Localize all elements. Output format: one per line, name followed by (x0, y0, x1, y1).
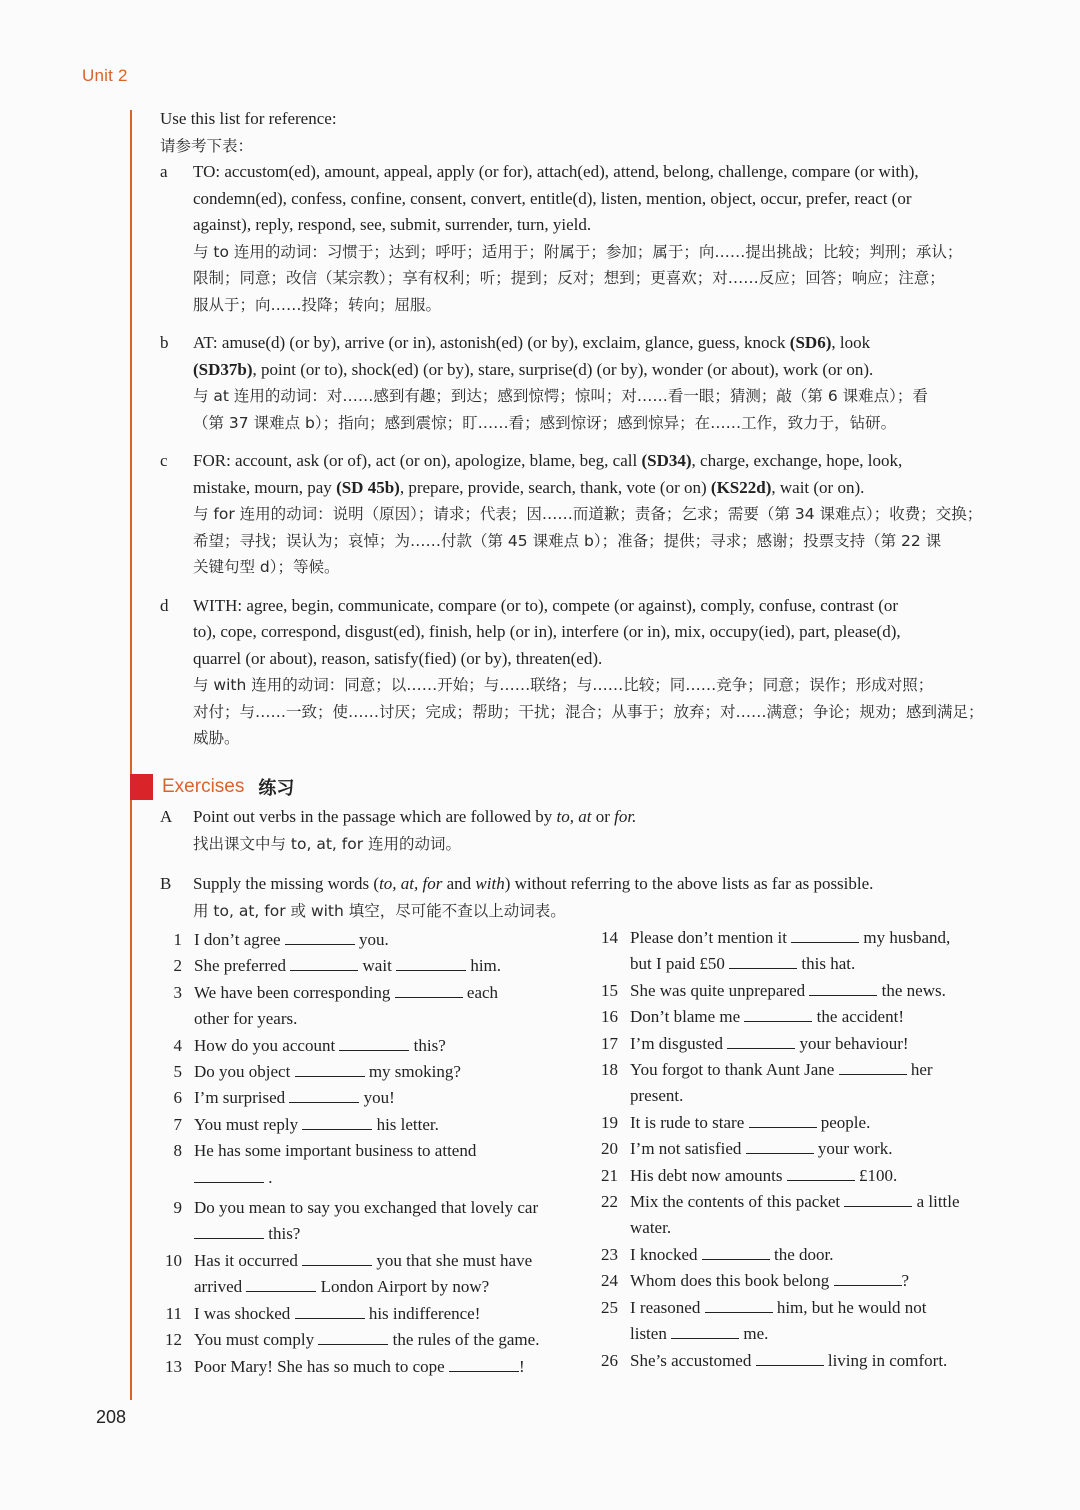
answer-blank[interactable] (727, 1032, 795, 1049)
exercise-b (160, 871, 990, 924)
answer-blank[interactable] (290, 954, 358, 971)
reference-item-c (160, 448, 990, 581)
answer-blank[interactable] (729, 952, 797, 969)
question-item-cont: . (160, 1165, 570, 1191)
reference-item-b (160, 330, 990, 436)
question-item-cont: arrived London Airport by now? (194, 1277, 490, 1297)
answer-blank[interactable] (194, 1222, 264, 1239)
answer-blank[interactable] (787, 1164, 855, 1181)
answer-blank[interactable] (395, 981, 463, 998)
answer-blank[interactable] (744, 1005, 812, 1022)
answer-blank[interactable] (844, 1190, 912, 1207)
answer-blank[interactable] (289, 1086, 359, 1103)
answer-blank[interactable] (671, 1322, 739, 1339)
question-item: 17 I’m disgusted your behaviour! (601, 1033, 909, 1053)
question-item: 11 I was shocked his indifference! (165, 1303, 481, 1323)
answer-blank[interactable] (746, 1137, 814, 1154)
question-item: 8 He has some important business to attend (173, 1141, 477, 1161)
answer-blank[interactable] (318, 1328, 388, 1345)
question-item: 23 I knocked the door. (601, 1244, 834, 1264)
question-item: 3 We have been corresponding each (173, 982, 499, 1002)
answer-blank[interactable] (285, 928, 355, 945)
reference-intro: Use this list for reference: (160, 109, 337, 128)
exercise-text-cn: 找出课文中与 to, at, for 连用的动词。 (193, 834, 462, 853)
exercises-marker (130, 774, 153, 800)
answer-blank[interactable] (302, 1113, 372, 1130)
questions-left (160, 927, 570, 1380)
item-text: condemn(ed), confess, confine, consent, convert, entitle(d), listen, mention, object, occur, prefer, react (or (193, 188, 912, 208)
answer-blank[interactable] (702, 1243, 770, 1260)
exercise-letter: B (160, 874, 172, 893)
answer-blank[interactable] (246, 1275, 316, 1292)
answer-blank[interactable] (809, 979, 877, 996)
reference-item-d (160, 593, 990, 752)
answer-blank[interactable] (194, 1166, 264, 1183)
answer-blank[interactable] (302, 1249, 372, 1266)
answer-blank[interactable] (295, 1302, 365, 1319)
question-item: 1 I don’t agree you. (173, 930, 389, 949)
exercises-heading (130, 774, 294, 800)
questions-right (596, 925, 996, 1374)
exercises-title: Exercises (162, 776, 245, 797)
question-item: 19 It is rude to stare people. (601, 1112, 871, 1132)
question-item-cont: present. (630, 1086, 684, 1106)
item-text-cn: 与 with 连用的动词：同意；以……开始；与……联络；与……比较；同……竞争；同意；误作；形成对照； (193, 676, 934, 694)
question-item: 24 Whom does this book belong ? (601, 1271, 910, 1291)
question-item: 5 Do you object my smoking? (173, 1062, 461, 1082)
item-text-cn: 服从于；向……投降；转向；屈服。 (193, 295, 442, 314)
question-item-cont: but I paid £50 this hat. (630, 954, 856, 974)
answer-blank[interactable] (396, 954, 466, 971)
item-text: FOR: account, ask (or of), act (or on), apologize, blame, beg, call (SD34), charge, exchange, hope, look, (193, 451, 903, 470)
item-text: (SD37b), point (or to), shock(ed) (or by), stare, surprise(d) (or by), wonder (or about), work (or on). (193, 359, 874, 379)
answer-blank[interactable] (839, 1058, 907, 1075)
answer-blank[interactable] (756, 1349, 824, 1366)
item-text: against), reply, respond, see, submit, surrender, turn, yield. (193, 215, 592, 234)
question-item: 13 Poor Mary! She has so much to cope ! (165, 1356, 525, 1376)
question-item: 4 How do you account this? (173, 1035, 446, 1055)
item-letter: d (160, 595, 169, 615)
question-item: 25 I reasoned him, but he would not (601, 1297, 927, 1317)
item-text: WITH: agree, begin, communicate, compare (or to), compete (or against), comply, confuse, contrast (or (193, 595, 899, 615)
reference-item-a (160, 159, 990, 318)
question-item-cont: water. (630, 1218, 672, 1238)
question-item: 14 Please don’t mention it my husband, (601, 928, 951, 947)
question-item: 7 You must reply his letter. (173, 1114, 439, 1134)
question-item: 18 You forgot to thank Aunt Jane her (601, 1060, 933, 1080)
question-item: 10 Has it occurred you that she must have (165, 1250, 533, 1270)
question-item: 26 She’s accustomed living in comfort. (601, 1350, 948, 1370)
answer-blank[interactable] (295, 1060, 365, 1077)
item-text-cn: 对付；与……一致；使……讨厌；完成；帮助；干扰；混合；从事于；放弃；对……满意；争论；规劝；感到满足； (193, 702, 984, 721)
question-item-cont: other for years. (194, 1009, 298, 1029)
answer-blank[interactable] (749, 1111, 817, 1128)
item-text-cn: （第 37 课难点 b）；指向；感到震惊；盯……看；感到惊讶；感到惊异；在……工作，致力于，钻研。 (193, 413, 897, 432)
item-text: AT: amuse(d) (or by), arrive (or in), astonish(ed) (or by), exclaim, glance, guess, knock (SD6), look (193, 333, 871, 352)
question-item-cont: this? (160, 1221, 570, 1247)
question-item: 20 I’m not satisfied your work. (601, 1139, 893, 1159)
answer-blank[interactable] (834, 1269, 902, 1286)
question-item-cont: listen me. (630, 1324, 769, 1344)
exercise-text: Point out verbs in the passage which are followed by to, at or for. (193, 807, 637, 826)
question-item: 16 Don’t blame me the accident! (601, 1007, 904, 1027)
item-letter: c (160, 451, 168, 470)
question-item: 12 You must comply the rules of the game. (165, 1330, 540, 1350)
exercise-text: Supply the missing words (to, at, for and with) without referring to the above lists as far as possible. (193, 874, 874, 893)
item-letter: a (160, 162, 168, 181)
reference-section (160, 106, 990, 752)
item-text: quarrel (or about), reason, satisfy(fied) (or by), threaten(ed). (193, 648, 603, 668)
exercise-letter: A (160, 807, 173, 826)
question-item: 2 She preferred wait him. (173, 956, 502, 976)
answer-blank[interactable] (449, 1355, 519, 1372)
exercise-text-cn: 用 to, at, for 或 with 填空，尽可能不查以上动词表。 (193, 901, 566, 920)
item-text-cn: 希望；寻找；误认为；哀悼；为……付款（第 45 课难点 b）；准备；提供；寻求；感谢；投票支持（第 22 课 (193, 531, 942, 550)
exercises-title-cn: 练习 (258, 778, 295, 799)
reference-intro-cn: 请参考下表： (160, 136, 254, 155)
item-text: TO: accustom(ed), amount, appeal, apply (or for), attach(ed), attend, belong, challenge, compare (or with), (193, 162, 919, 181)
margin-rule (130, 110, 132, 1400)
question-item: 9 Do you mean to say you exchanged that lovely car (173, 1198, 539, 1218)
item-text-cn: 限制；同意；改信（某宗教）；享有权利；听；提到；反对；想到；更喜欢；对……反应；回答；响应；注意； (193, 269, 945, 287)
item-text: mistake, mourn, pay (SD 45b), prepare, provide, search, thank, vote (or on) (KS22d), wait (or on). (193, 477, 865, 497)
page-number: 208 (96, 1407, 127, 1427)
question-item: 22 Mix the contents of this packet a little (601, 1192, 960, 1212)
item-text-cn: 与 for 连用的动词：说明（原因）；请求；代表；因……而道歉；责备；乞求；需要（第 34 课难点）；收费；交换； (193, 505, 983, 523)
item-text-cn: 关键句型 d）；等候。 (193, 558, 340, 576)
question-item: 6 I’m surprised you! (173, 1088, 395, 1108)
answer-blank[interactable] (791, 926, 859, 943)
exercise-instructions (160, 804, 990, 924)
question-item: 15 She was quite unprepared the news. (601, 980, 946, 1000)
item-text-cn: 与 to 连用的动词：习惯于；达到；呼吁；适用于；附属于；参加；属于；向……提出挑战；比较；判刑；承认； (193, 242, 963, 261)
question-item: 21 His debt now amounts £100. (601, 1165, 898, 1185)
item-text-cn: 威胁。 (193, 729, 240, 747)
unit-label: Unit 2 (82, 66, 128, 85)
item-letter: b (160, 333, 169, 352)
answer-blank[interactable] (339, 1034, 409, 1051)
item-text-cn: 与 at 连用的动词：对……感到有趣；到达；感到惊愕；惊叫；对……看一眼；猜测；敲（第 6 课难点）；看 (193, 387, 928, 405)
item-text: to), cope, correspond, disgust(ed), finish, help (or in), interfere (or in), mix, occupy(ied), part, please(d), (193, 622, 901, 641)
exercise-a (160, 804, 990, 857)
answer-blank[interactable] (705, 1296, 773, 1313)
